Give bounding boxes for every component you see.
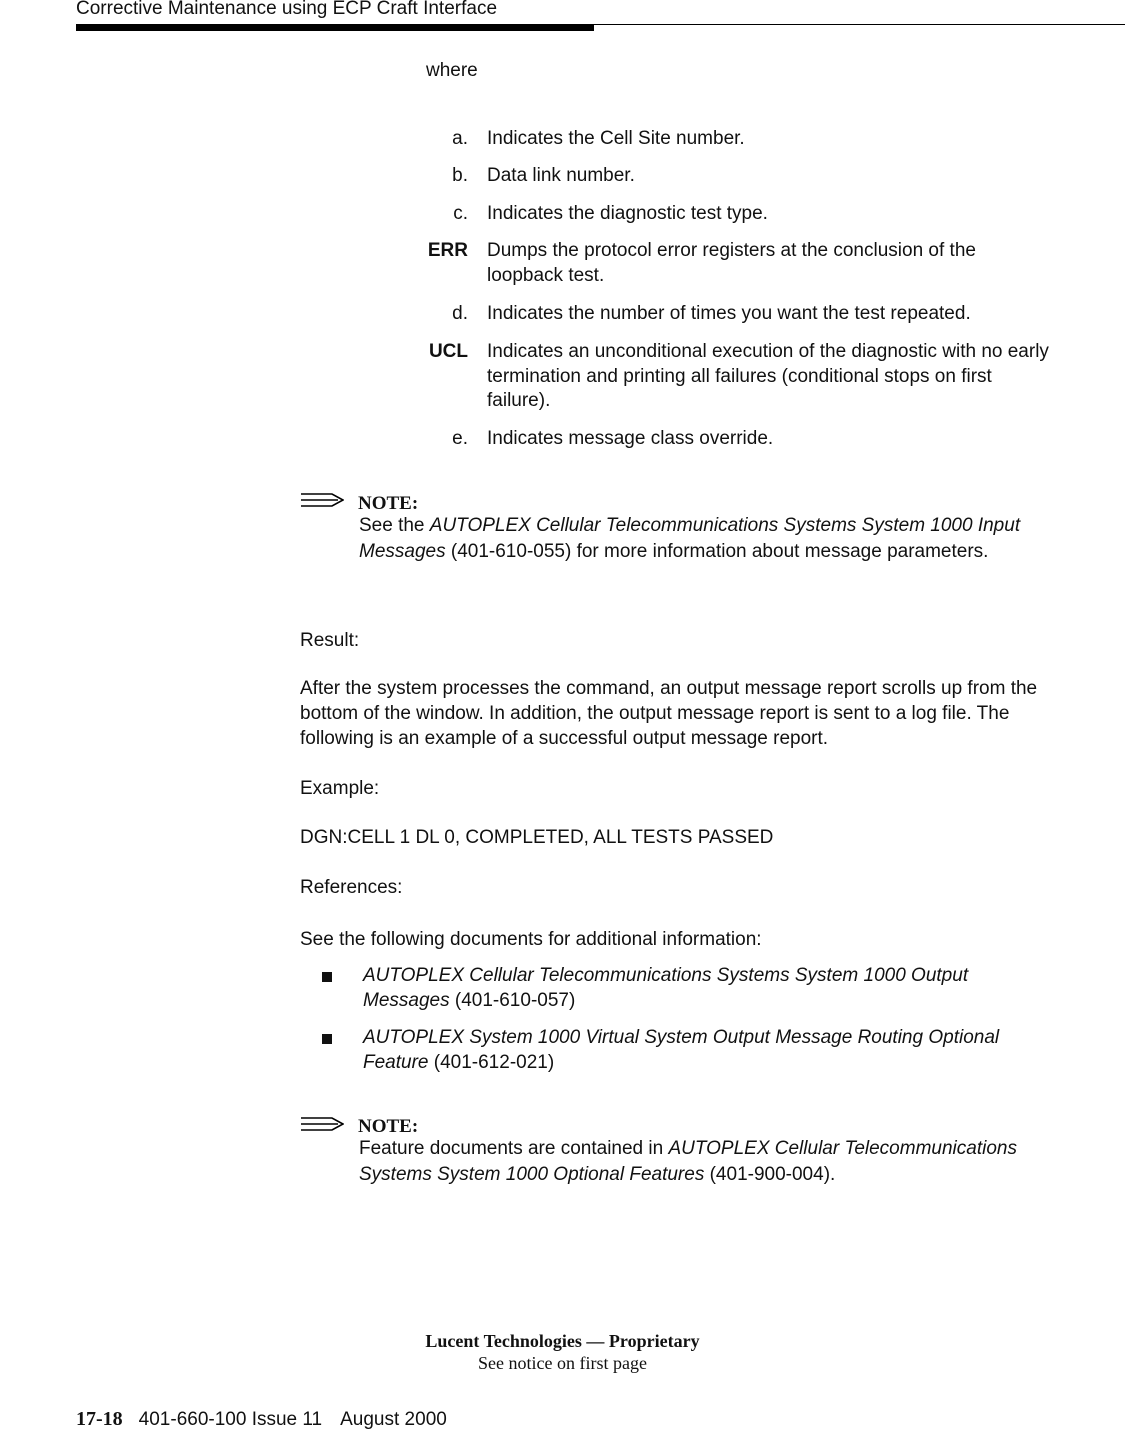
param-key: UCL bbox=[428, 341, 468, 362]
note-arrow-icon bbox=[300, 1114, 344, 1134]
param-desc: Dumps the protocol error registers at the conclusion of the loopback test. bbox=[487, 240, 976, 286]
example-output: DGN:CELL 1 DL 0, COMPLETED, ALL TESTS PASSED bbox=[300, 827, 774, 848]
param-desc: Indicates the diagnostic test type. bbox=[487, 203, 768, 224]
reference-text bbox=[363, 1025, 1042, 1075]
note-text: See the bbox=[359, 515, 430, 536]
where-label: where bbox=[426, 60, 478, 81]
references-heading: References: bbox=[300, 877, 403, 898]
issue-date: August 2000 bbox=[340, 1409, 447, 1430]
bullet-square-icon bbox=[322, 1034, 332, 1044]
param-desc: Indicates message class override. bbox=[487, 428, 774, 449]
note-doc-title: AUTOPLEX Cellular Telecommunications Systems System 1000 Input Messages bbox=[359, 515, 1021, 562]
param-item-e bbox=[420, 427, 1060, 452]
param-desc: Indicates the number of times you want the test repeated. bbox=[487, 303, 971, 324]
reference-text bbox=[363, 963, 1042, 1013]
param-item-err bbox=[420, 239, 1060, 288]
note-text: (401-610-055) for more information about message parameters. bbox=[445, 540, 989, 562]
reference-doc-number: (401-612-021) bbox=[428, 1052, 555, 1073]
note-body bbox=[359, 513, 1049, 564]
param-key: a. bbox=[452, 128, 468, 149]
running-header-title: Corrective Maintenance using ECP Craft Interface bbox=[76, 0, 498, 19]
reference-doc-number: (401-610-057) bbox=[449, 990, 576, 1011]
param-key: e. bbox=[452, 428, 468, 449]
footer-notice: See notice on first page bbox=[478, 1353, 647, 1373]
note-doc-title: AUTOPLEX Cellular Telecommunications Systems System 1000 Optional Features bbox=[359, 1138, 1017, 1185]
note-text: Feature documents are contained in bbox=[359, 1138, 669, 1159]
param-key: b. bbox=[452, 165, 468, 186]
references-intro: See the following documents for additional information: bbox=[300, 929, 762, 950]
page-number: 17-18 bbox=[76, 1408, 123, 1430]
note-label: NOTE: bbox=[358, 1116, 419, 1137]
result-text: After the system processes the command, an output message report scrolls up from the bottom of the window. In addition, the output message report is sent to a log file. The following is an example of a successful output message report. bbox=[300, 678, 1038, 749]
reference-item bbox=[322, 1025, 1042, 1075]
reference-item bbox=[322, 963, 1042, 1013]
param-item-a bbox=[420, 127, 1060, 152]
note-text: (401-900-004). bbox=[704, 1163, 836, 1185]
param-desc: Indicates the Cell Site number. bbox=[487, 128, 745, 149]
example-heading: Example: bbox=[300, 778, 380, 799]
param-item-ucl bbox=[420, 340, 1060, 414]
reference-doc-title: AUTOPLEX System 1000 Virtual System Output Message Routing Optional Feature bbox=[363, 1027, 1000, 1073]
doc-number: 401-660-100 Issue 11 bbox=[138, 1409, 323, 1430]
param-desc: Indicates an unconditional execution of the diagnostic with no early termination and printing all failures (conditional stops on first failure). bbox=[487, 341, 1049, 411]
bullet-square-icon bbox=[322, 972, 332, 982]
reference-doc-title: AUTOPLEX Cellular Telecommunications Systems System 1000 Output Messages bbox=[363, 965, 969, 1011]
note-arrow-icon bbox=[300, 490, 344, 510]
note-body bbox=[359, 1136, 1049, 1187]
header-rule-bar bbox=[76, 25, 594, 31]
param-key: ERR bbox=[427, 240, 468, 261]
param-item-c bbox=[420, 202, 1060, 227]
param-key: c. bbox=[453, 203, 468, 224]
param-item-d bbox=[420, 302, 1060, 327]
param-desc: Data link number. bbox=[487, 165, 635, 186]
footer-line bbox=[76, 1407, 447, 1432]
footer-company: Lucent Technologies — Proprietary bbox=[425, 1331, 700, 1351]
param-key: d. bbox=[452, 303, 468, 324]
param-item-b bbox=[420, 164, 1060, 189]
result-heading: Result: bbox=[300, 630, 360, 651]
note-label: NOTE: bbox=[358, 493, 419, 514]
